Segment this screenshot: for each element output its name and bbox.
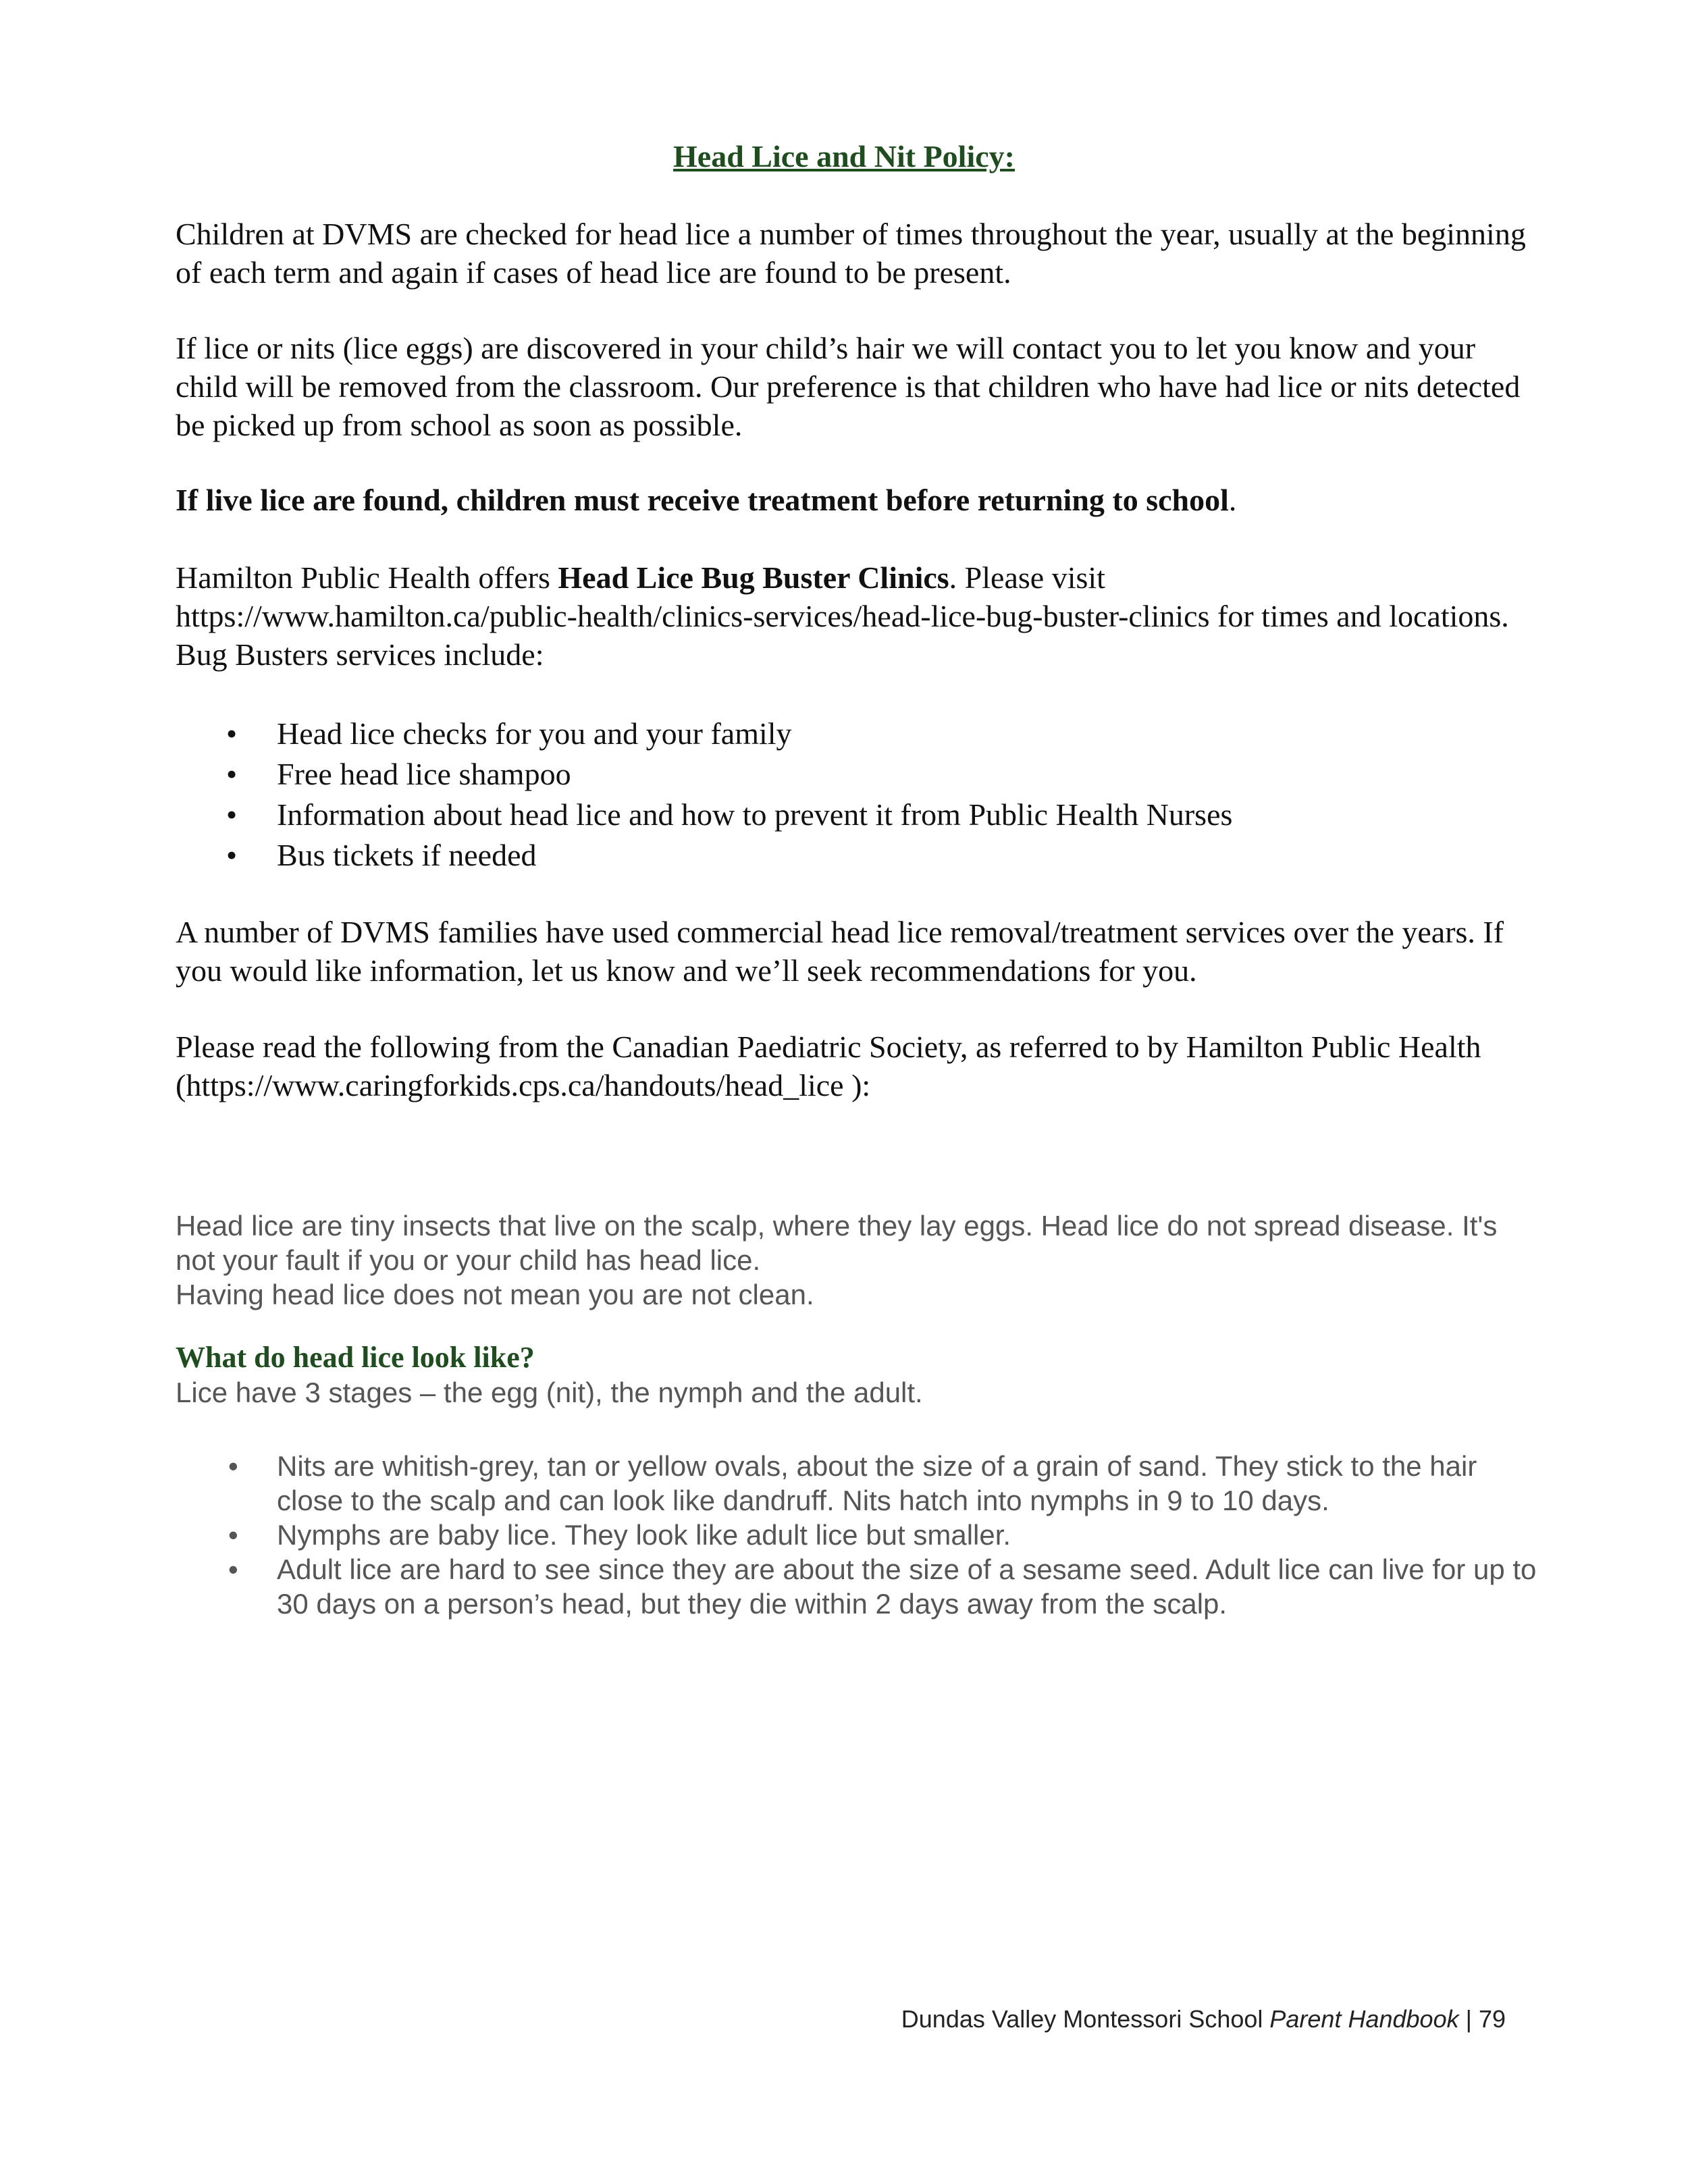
section-heading: What do head lice look like?: [176, 1341, 535, 1374]
page-footer: Dundas Valley Montessori School Parent Handbook | 79: [901, 2005, 1506, 2033]
services-list: [176, 714, 1539, 876]
stages-list: [176, 1449, 1539, 1621]
treatment-paragraph: If live lice are found, children must receive treatment before returning to school.: [176, 483, 1237, 517]
lice-stages: Lice have 3 stages – the egg (nit), the nymph and the adult.: [176, 1377, 923, 1408]
list-item: • Nymphs are baby lice. They look like adult lice but smaller.: [228, 1519, 1011, 1551]
bullet-icon: •: [226, 716, 238, 751]
list-item: • Nits are whitish-grey, tan or yellow ovals, about the size of a grain of sand. They stick to the hair close to the scalp and can look like dandruff. Nits hatch into nymphs in 9 to 10 days.: [228, 1450, 1477, 1516]
cps-reference-paragraph: Please read the following from the Canadian Paediatric Society, as referred to by Hamilton Public Health (https://www.caringforkids.cps.ca/handouts/head_lice ):: [176, 1030, 1481, 1102]
clinics-name: Head Lice Bug Buster Clinics: [558, 560, 949, 595]
list-item: • Bus tickets if needed: [176, 835, 1539, 876]
bullet-icon: •: [228, 1553, 238, 1585]
clinics-url[interactable]: https://www.hamilton.ca/public-health/clinics-services/head-lice-bug-buster-clinics: [176, 599, 1210, 633]
bullet-icon: •: [226, 797, 238, 832]
bullet-icon: •: [228, 1519, 238, 1551]
cps-intro: Head lice are tiny insects that live on the scalp, where they lay eggs. Head lice do not spread disease. It's not your fault if you or your child has head lice. Having head lice does not mean you are not clean.: [176, 1210, 1498, 1310]
bullet-icon: •: [226, 757, 238, 791]
list-item: • Free head lice shampoo: [176, 754, 1539, 795]
commercial-services-paragraph: A number of DVMS families have used commercial head lice removal/treatment services over the years. If you would like information, let us know and we’ll seek recommendations for you.: [176, 915, 1504, 988]
page-number: 79: [1478, 2005, 1506, 2033]
page-title: Head Lice and Nit Policy:: [673, 139, 1015, 174]
list-item: • Head lice checks for you and your family: [176, 714, 1539, 754]
discovery-paragraph: If lice or nits (lice eggs) are discovered in your child’s hair we will contact you to let you know and your child will be removed from the classroom. Our preference is that children who have had lice or nits detected be picked up from school as soon as possible.: [176, 331, 1521, 442]
bullet-icon: •: [226, 838, 238, 872]
checking-paragraph: Children at DVMS are checked for head lice a number of times throughout the year, usually at the beginning of each term and again if cases of head lice are found to be present.: [176, 217, 1526, 290]
cps-url[interactable]: https://www.caringforkids.cps.ca/handouts/head_lice: [186, 1068, 844, 1102]
bullet-icon: •: [228, 1450, 238, 1482]
treatment-rule: If live lice are found, children must receive treatment before returning to school: [176, 483, 1229, 517]
handbook-title: Parent Handbook: [1269, 2005, 1459, 2033]
list-item: • Information about head lice and how to prevent it from Public Health Nurses: [176, 795, 1539, 835]
list-item: • Adult lice are hard to see since they are about the size of a sesame seed. Adult lice can live for up to 30 days on a person’s head, but they die within 2 days away from the scalp.: [228, 1553, 1537, 1620]
clinics-paragraph: Hamilton Public Health offers Head Lice Bug Buster Clinics. Please visit https://www.hamilton.ca/public-health/clinics-services/head-lice-bug-buster-clinics for times and locations. Bug Busters services include:: [176, 560, 1509, 672]
